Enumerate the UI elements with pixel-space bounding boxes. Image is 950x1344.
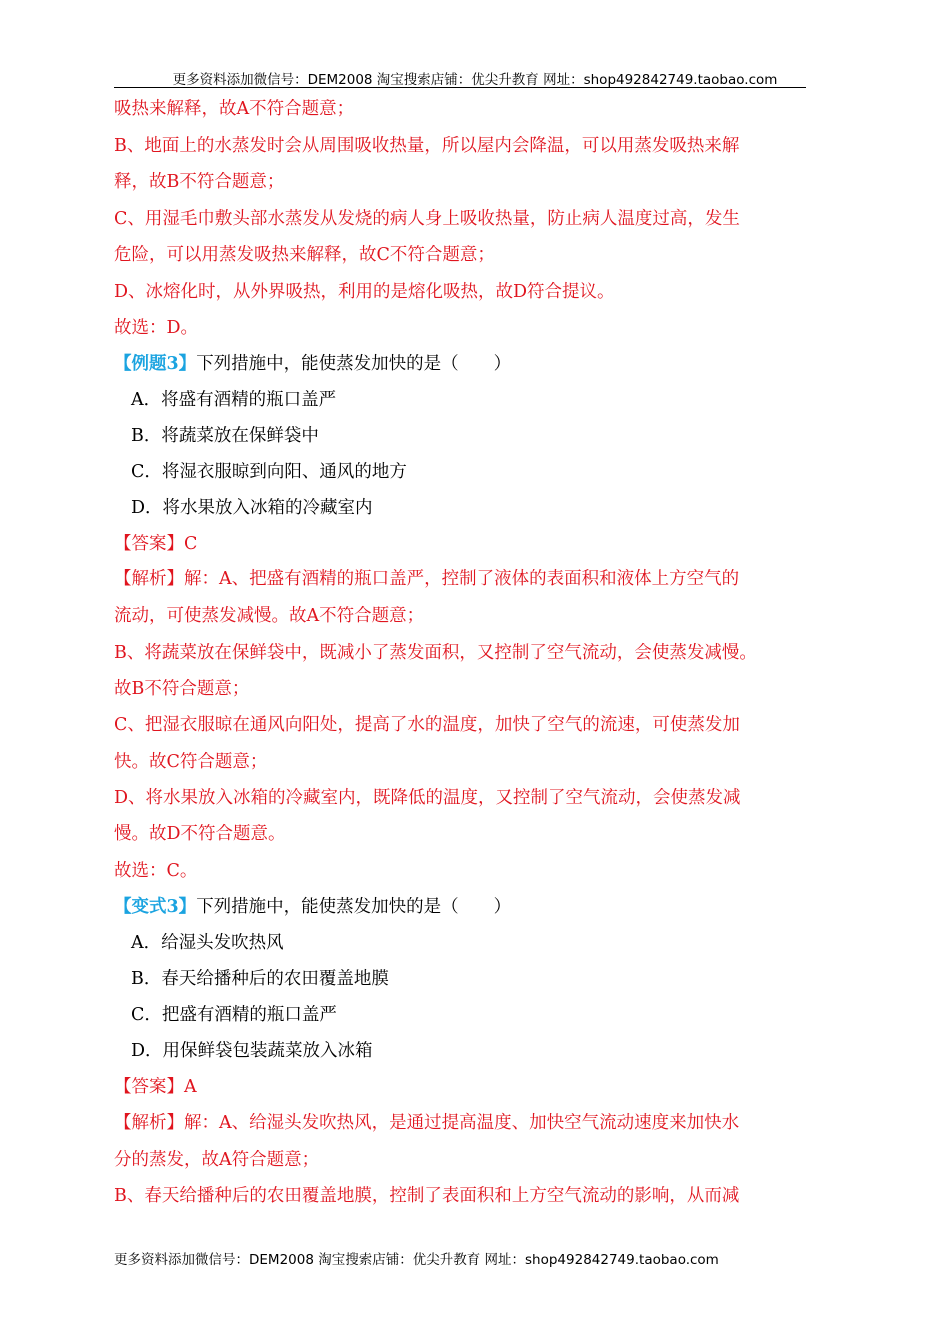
analysis-line: B、春天给播种后的农田覆盖地膜，控制了表面积和上方空气流动的影响，从而减 xyxy=(114,1186,740,1206)
option-c: C．将湿衣服晾到向阳、通风的地方 xyxy=(131,462,407,482)
analysis-line: B、将蔬菜放在保鲜袋中，既减小了蒸发面积，又控制了空气流动，会使蒸发减慢。 xyxy=(114,643,757,663)
analysis-line: 分的蒸发，故A符合题意； xyxy=(114,1150,320,1170)
analysis-line: 【解析】解：A、把盛有酒精的瓶口盖严，控制了液体的表面积和液体上方空气的 xyxy=(114,569,740,589)
final-answer-line: 故选：D。 xyxy=(114,318,199,338)
answer-line: 【答案】A xyxy=(114,1077,197,1097)
analysis-tag: 【解析】 xyxy=(114,569,184,589)
option-d: D．将水果放入冰箱的冷藏室内 xyxy=(131,498,373,518)
analysis-line: C、把湿衣服晾在通风向阳处，提高了水的温度，加快了空气的流速，可使蒸发加 xyxy=(114,715,740,735)
analysis-line: 故B不符合题意； xyxy=(114,679,250,699)
option-a: A．给湿头发吹热风 xyxy=(131,933,284,953)
header-divider xyxy=(114,87,806,88)
analysis-line: 释，故B不符合题意； xyxy=(114,172,285,192)
analysis-tag: 【解析】 xyxy=(114,1113,184,1133)
option-d: D．用保鲜袋包装蔬菜放入冰箱 xyxy=(131,1041,373,1061)
analysis-line: 流动，可使蒸发减慢。故A不符合题意； xyxy=(114,606,425,626)
analysis-line: 吸热来解释，故A不符合题意； xyxy=(114,99,355,119)
question-text: 下列措施中，能使蒸发加快的是（ ） xyxy=(196,897,512,917)
analysis-line: 【解析】解：A、给湿头发吹热风，是通过提高温度、加快空气流动速度来加快水 xyxy=(114,1113,740,1133)
question-text: 下列措施中，能使蒸发加快的是（ ） xyxy=(196,354,512,374)
final-answer-line: 故选：C。 xyxy=(114,861,198,881)
answer-line: 【答案】C xyxy=(114,534,198,554)
analysis-line: D、冰熔化时，从外界吸热，利用的是熔化吸热，故D符合提议。 xyxy=(114,282,615,302)
analysis-line: D、将水果放入冰箱的冷藏室内，既降低的温度，又控制了空气流动，会使蒸发减 xyxy=(114,788,741,808)
analysis-line: B、地面上的水蒸发时会从周围吸收热量，所以屋内会降温，可以用蒸发吸热来解 xyxy=(114,136,740,156)
variant-question xyxy=(114,895,511,919)
analysis-line: 快。故C符合题意； xyxy=(114,752,268,772)
example-question xyxy=(114,352,511,376)
variant-tag: 【变式3】 xyxy=(114,897,197,917)
page-header: 更多资料添加微信号：DEM2008 淘宝搜索店铺：优尖升教育 网址：shop492842749.taobao.com xyxy=(172,72,778,88)
option-b: B．春天给播种后的农田覆盖地膜 xyxy=(131,969,389,989)
example-tag: 【例题3】 xyxy=(114,354,197,374)
analysis-line: 慢。故D不符合题意。 xyxy=(114,824,286,844)
page-footer: 更多资料添加微信号：DEM2008 淘宝搜索店铺：优尖升教育 网址：shop492842749.taobao.com xyxy=(114,1252,719,1268)
option-b: B．将蔬菜放在保鲜袋中 xyxy=(131,426,319,446)
option-c: C．把盛有酒精的瓶口盖严 xyxy=(131,1005,337,1025)
option-a: A．将盛有酒精的瓶口盖严 xyxy=(131,390,337,410)
analysis-line: 危险，可以用蒸发吸热来解释，故C不符合题意； xyxy=(114,245,495,265)
analysis-line: C、用湿毛巾敷头部水蒸发从发烧的病人身上吸收热量，防止病人温度过高，发生 xyxy=(114,209,740,229)
